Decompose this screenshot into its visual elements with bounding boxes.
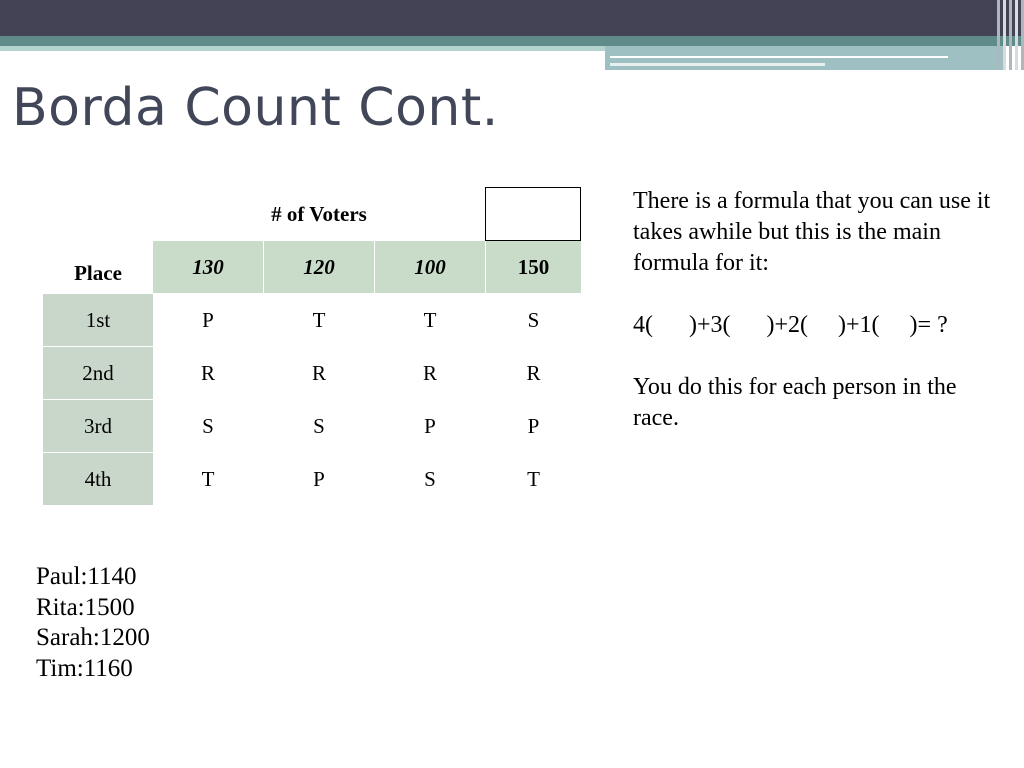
formula-text: 4( )+3( )+2( )+1( )= ? — [633, 312, 948, 338]
table-cell: P — [202, 307, 214, 332]
place-cell: 4th — [43, 453, 153, 505]
place-cell: 1st — [43, 294, 153, 346]
table-cell: S — [527, 307, 540, 332]
header-bar-dark — [0, 0, 1024, 36]
slide-title: Borda Count Cont. — [12, 78, 499, 138]
voter-count-cell: 130 — [153, 241, 263, 293]
header-bar-right-block — [605, 46, 1005, 70]
voter-count-cell: 100 — [375, 241, 485, 293]
voter-count-cell: 120 — [264, 241, 374, 293]
result-item: Rita:1500 — [36, 593, 135, 621]
place-cell: 3rd — [43, 400, 153, 452]
empty-header-cell — [485, 187, 581, 241]
table-cell: P — [527, 413, 540, 438]
table-cell: T — [201, 466, 215, 491]
place-header: Place — [74, 260, 122, 285]
result-item: Sarah:1200 — [36, 624, 150, 651]
header-stripes — [994, 0, 1024, 70]
header-bar-teal — [0, 36, 1024, 46]
formula-explanation — [633, 186, 1003, 434]
table-cell: S — [424, 466, 436, 491]
header-line — [610, 63, 825, 66]
table-cell: R — [422, 360, 437, 385]
table-cell: R — [526, 360, 541, 385]
result-item: Tim:1160 — [36, 654, 133, 682]
header-bar-mint — [0, 46, 605, 51]
table-cell: T — [312, 307, 326, 332]
table-cell: R — [200, 360, 215, 385]
table-cell: S — [313, 413, 325, 438]
explanation-text: There is a formula that you can use it takes awhile but this is the main formula for it: — [633, 188, 991, 276]
table-cell: T — [423, 307, 437, 332]
table-cell: S — [202, 413, 214, 438]
table-cell: R — [311, 360, 326, 385]
header-line — [610, 56, 948, 58]
table-cell: T — [527, 466, 540, 491]
voters-header: # of Voters — [271, 201, 367, 226]
result-item: Paul:1140 — [36, 563, 137, 590]
results-list — [36, 562, 150, 684]
explanation-text: You do this for each person in the race. — [633, 374, 957, 431]
place-cell: 2nd — [43, 347, 153, 399]
voter-count-cell: 150 — [486, 241, 581, 293]
table-cell: P — [313, 466, 325, 491]
table-cell: P — [424, 413, 436, 438]
